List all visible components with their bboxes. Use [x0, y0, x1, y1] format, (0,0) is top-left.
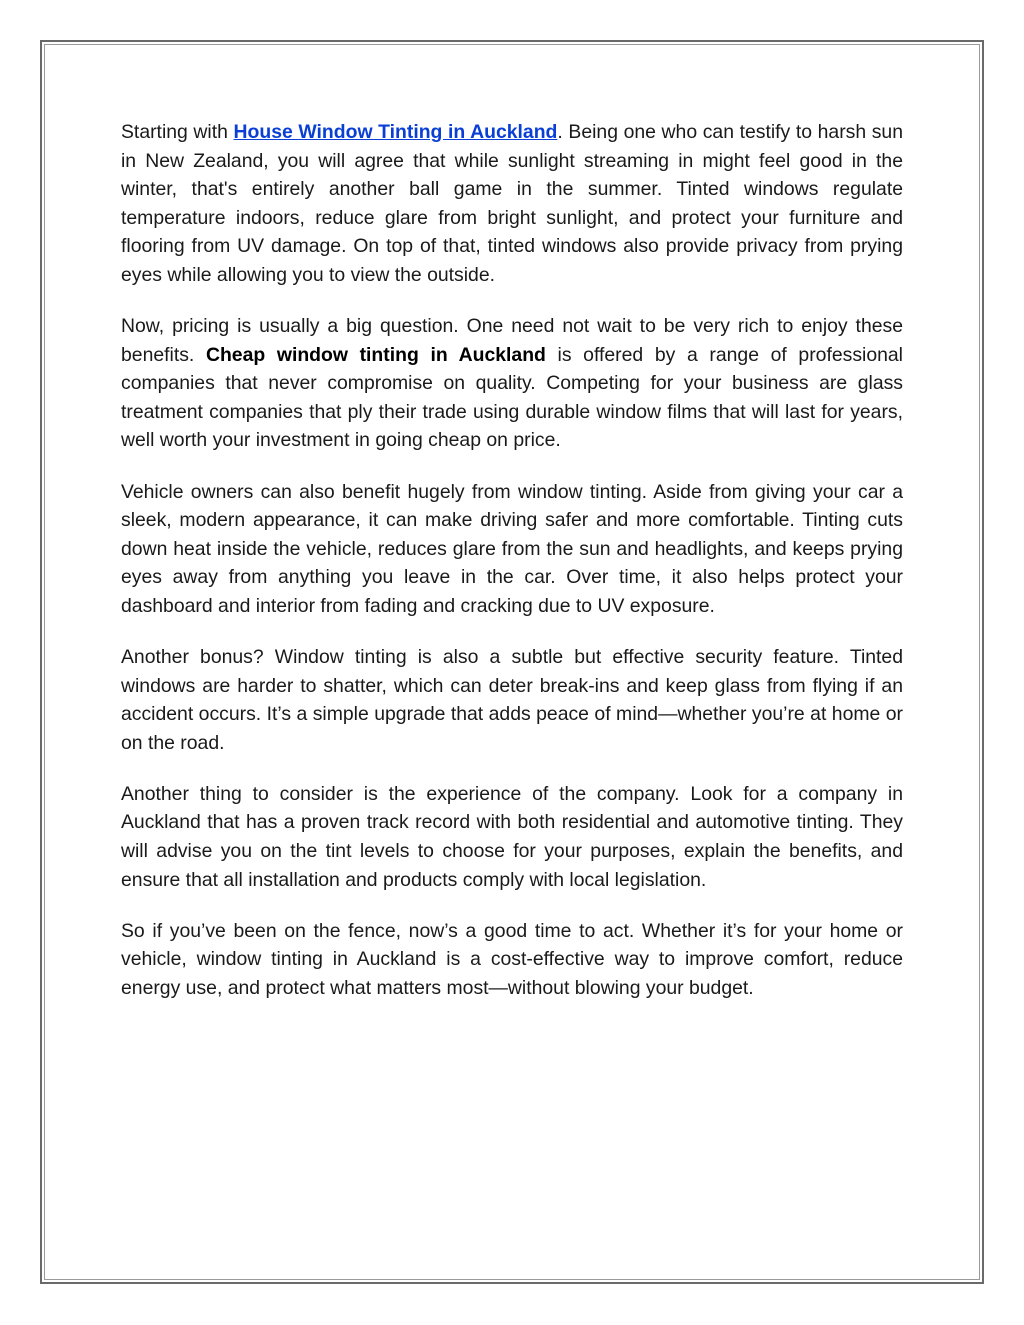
paragraph-6: So if you’ve been on the fence, now’s a good time to act. Whether it’s for your home or vehicle, window tinting in Auckland is a cost-effective way to improve comfort, reduce energy use, and protect what matters most—without blowing your budget.: [121, 919, 903, 999]
paragraph-5: Another thing to consider is the experience of the company. Look for a company in Auckland that has a proven track record with both residential and automotive tinting. They will advise you on the tint levels to choose for your purposes, explain the benefits, and ensure that all installation and products comply with local legislation.: [121, 782, 903, 891]
paragraph-2-rest: is offered by a range of professional companies that never compromise on quality. Competing for your business are glass treatment companies that ply their trade using durable window films that will last for years, well worth your investment in going cheap on price.: [121, 343, 903, 452]
paragraph-1-intro: Starting with: [121, 121, 234, 143]
house-window-tinting-link[interactable]: House Window Tinting in Auckland: [233, 121, 558, 143]
paragraph-2: [121, 312, 903, 455]
cheap-window-tinting-bold: Cheap window tinting in Auckland: [205, 343, 546, 366]
document-body: [121, 118, 903, 1025]
paragraph-2-intro: Now, pricing is usually a big question. One need not wait to be very rich to enjoy these benefits.: [121, 315, 903, 366]
paragraph-4: Another bonus? Window tinting is also a subtle but effective security feature. Tinted windows are harder to shatter, which can deter break-ins and keep glass from flying if an accident occurs. It’s a simple upgrade that adds peace of mind—whether you’re at home or on the road.: [121, 646, 903, 754]
paragraph-3: Vehicle owners can also benefit hugely from window tinting. Aside from giving your car a sleek, modern appearance, it can make driving safer and more comfortable. Tinting cuts down heat inside the vehicle, reduces glare from the sun and headlights, and keeps prying eyes away from anything you leave in the car. Over time, it also helps protect your dashboard and interior from fading and cracking due to UV exposure.: [121, 480, 903, 617]
paragraph-1: [121, 118, 903, 290]
paragraph-1-rest: . Being one who can testify to harsh sun in New Zealand, you will agree that while sunlight streaming in might feel good in the winter, that's entirely another ball game in the summer. Tinted windows regulate temperature indoors, reduce glare from bright sunlight, and protect your furniture and flooring from UV damage. On top of that, tinted windows also provide privacy from prying eyes while allowing you to view the outside.: [121, 121, 903, 286]
